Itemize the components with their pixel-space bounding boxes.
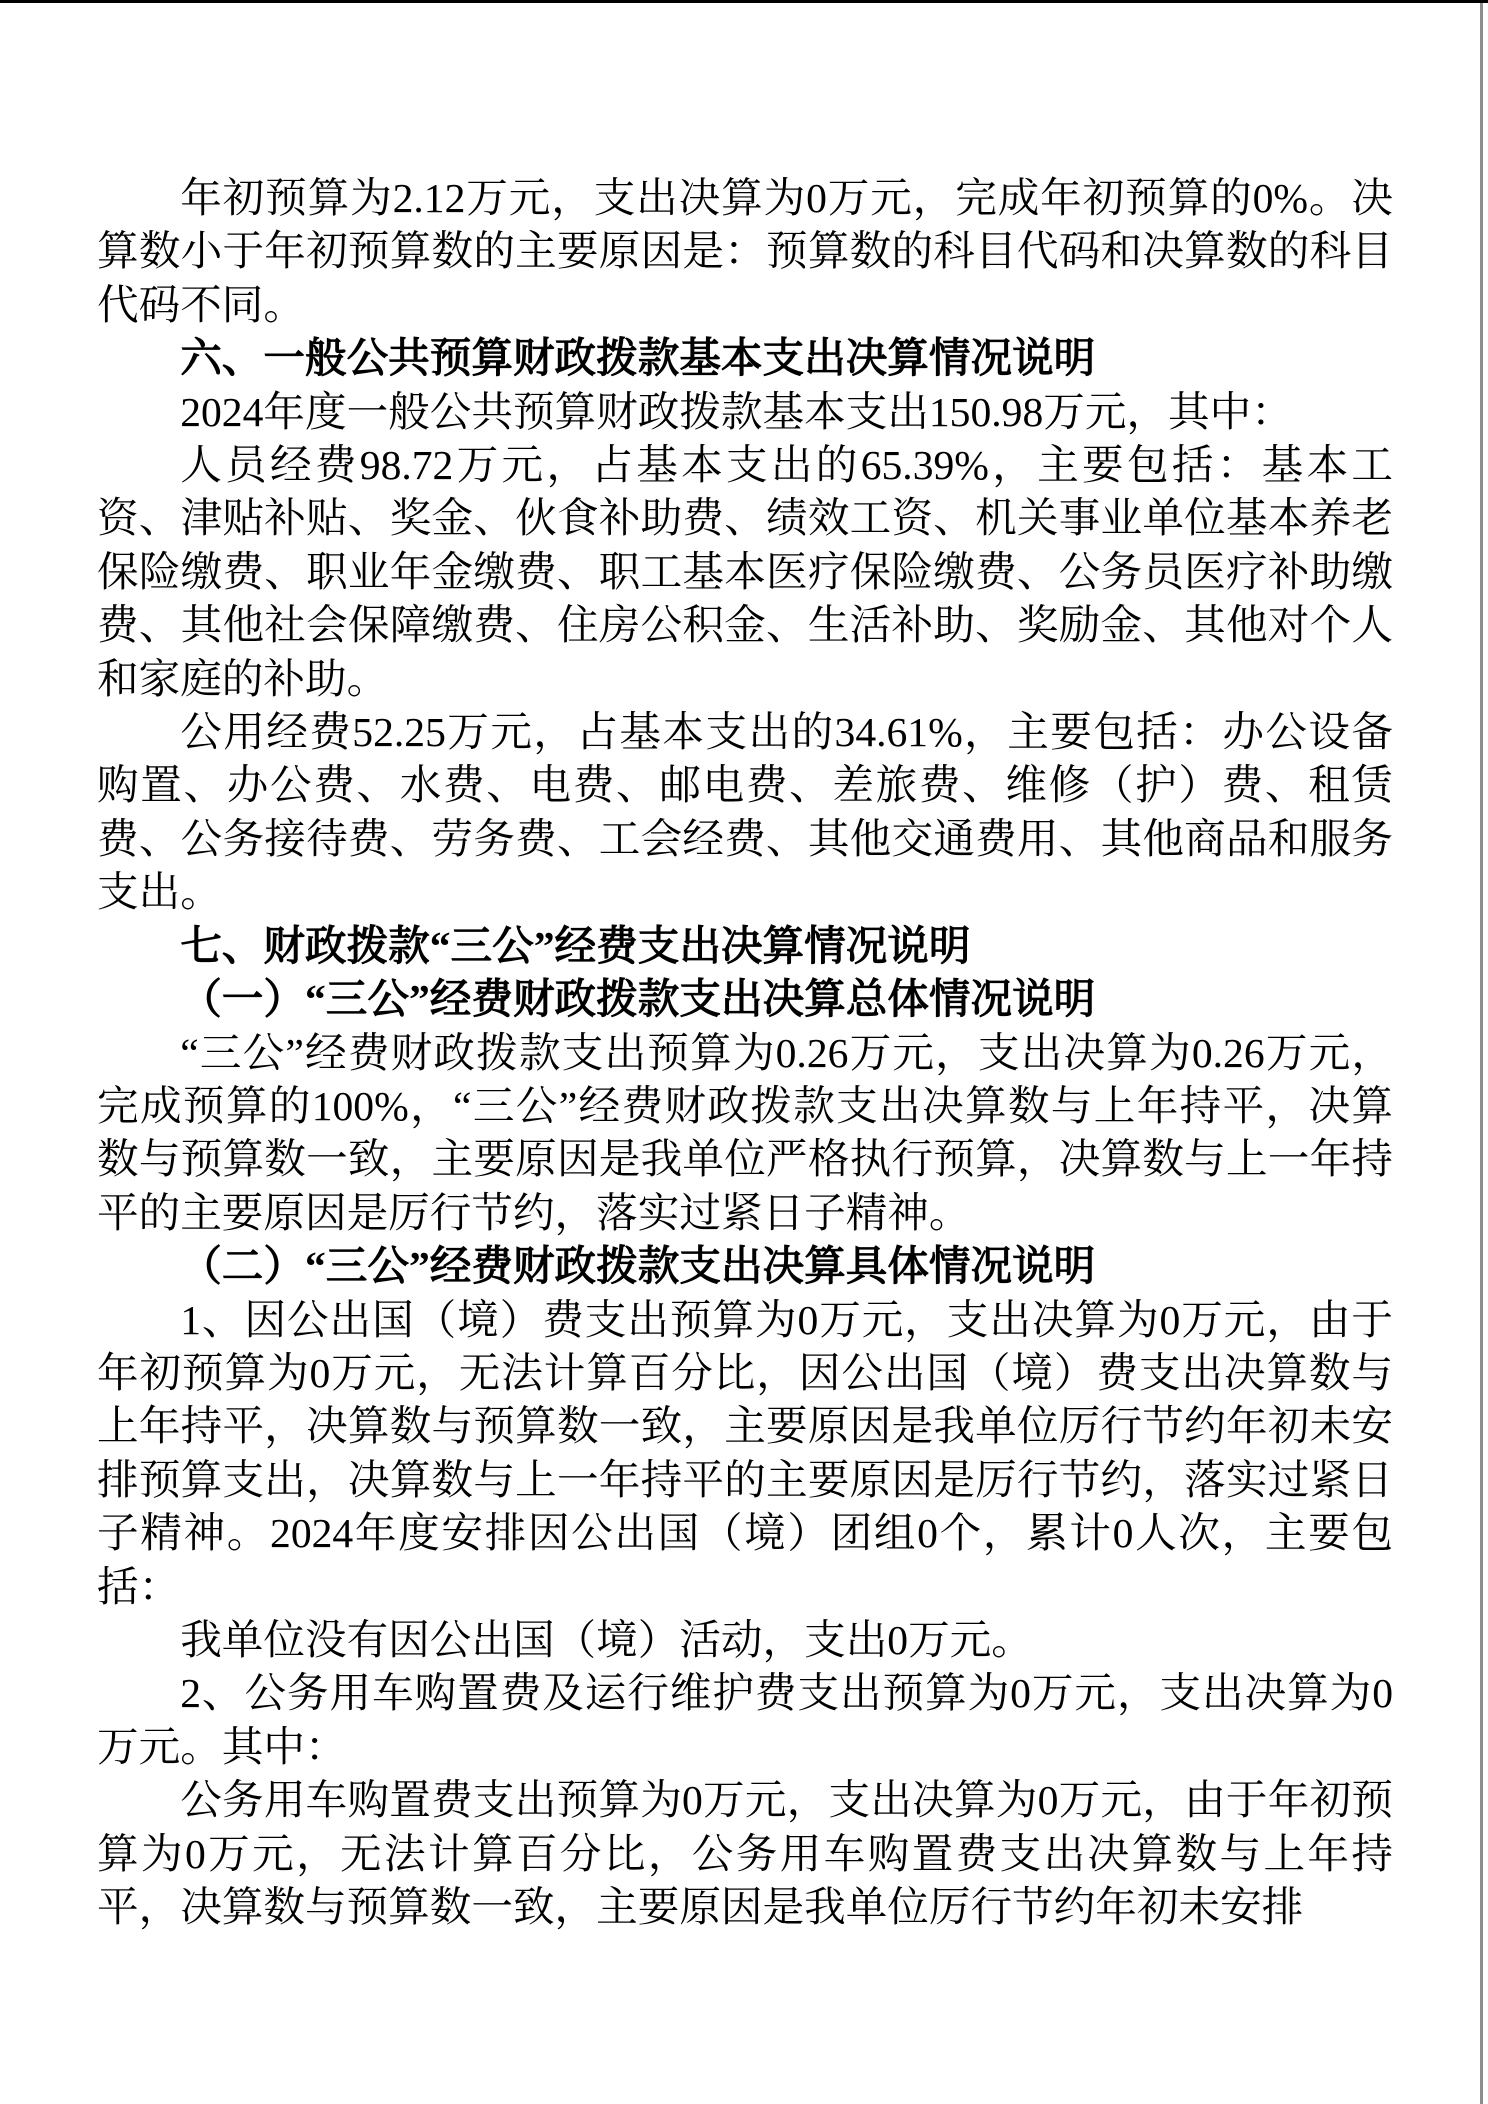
section-heading-7: 七、财政拨款“三公”经费支出决算情况说明 bbox=[180, 922, 971, 969]
document-body bbox=[97, 172, 1393, 1934]
paragraph: 公务用车购置费支出预算为0万元，支出决算为0万元，由于年初预算为0万元，无法计算百分比，公务用车购置费支出决算数与上年持平，决算数与预算数一致，主要原因是我单位厉行节约年初未安排 bbox=[97, 1777, 1393, 1930]
paragraph: 我单位没有因公出国（境）活动，支出0万元。 bbox=[180, 1616, 1033, 1663]
paragraph: 公用经费52.25万元，占基本支出的34.61%，主要包括：办公设备购置、办公费、水费、电费、邮电费、差旅费、维修（护）费、租赁费、公务接待费、劳务费、工会经费、其他交通费用、其他商品和服务支出。 bbox=[97, 709, 1393, 916]
paragraph: 1、因公出国（境）费支出预算为0万元，支出决算为0万元，由于年初预算为0万元，无法计算百分比，因公出国（境）费支出决算数与上年持平，决算数与预算数一致，主要原因是我单位厉行节约年初未安排预算支出，决算数与上一年持平的主要原因是厉行节约，落实过紧日子精神。2024年度安排因公出国（境）团组0个，累计0人次，主要包括： bbox=[97, 1296, 1393, 1610]
subsection-heading-7-1: （一）“三公”经费财政拨款支出决算总体情况说明 bbox=[180, 976, 1096, 1023]
paragraph: 人员经费98.72万元，占基本支出的65.39%，主要包括：基本工资、津贴补贴、奖金、伙食补助费、绩效工资、机关事业单位基本养老保险缴费、职业年金缴费、职工基本医疗保险缴费、公务员医疗补助缴费、其他社会保障缴费、住房公积金、生活补助、奖励金、其他对个人和家庭的补助。 bbox=[97, 442, 1393, 702]
subsection-heading-7-2: （二）“三公”经费财政拨款支出决算具体情况说明 bbox=[180, 1243, 1096, 1290]
paragraph: 2、公务用车购置费及运行维护费支出预算为0万元，支出决算为0万元。其中： bbox=[97, 1670, 1393, 1770]
section-heading-6: 六、一般公共预算财政拨款基本支出决算情况说明 bbox=[180, 335, 1096, 382]
paragraph-carryover: 年初预算为2.12万元，支出决算为0万元，完成年初预算的0%。决算数小于年初预算数的主要原因是：预算数的科目代码和决算数的科目代码不同。 bbox=[97, 175, 1393, 328]
paragraph: “三公”经费财政拨款支出预算为0.26万元，支出决算为0.26万元，完成预算的100%，“三公”经费财政拨款支出决算数与上年持平，决算数与预算数一致，主要原因是我单位严格执行预算，决算数与上一年持平的主要原因是厉行节约，落实过紧日子精神。 bbox=[97, 1029, 1393, 1236]
page-top-edge bbox=[0, 0, 1488, 3]
page-right-edge bbox=[1480, 3, 1483, 2104]
paragraph: 2024年度一般公共预算财政拨款基本支出150.98万元，其中： bbox=[180, 388, 1293, 435]
